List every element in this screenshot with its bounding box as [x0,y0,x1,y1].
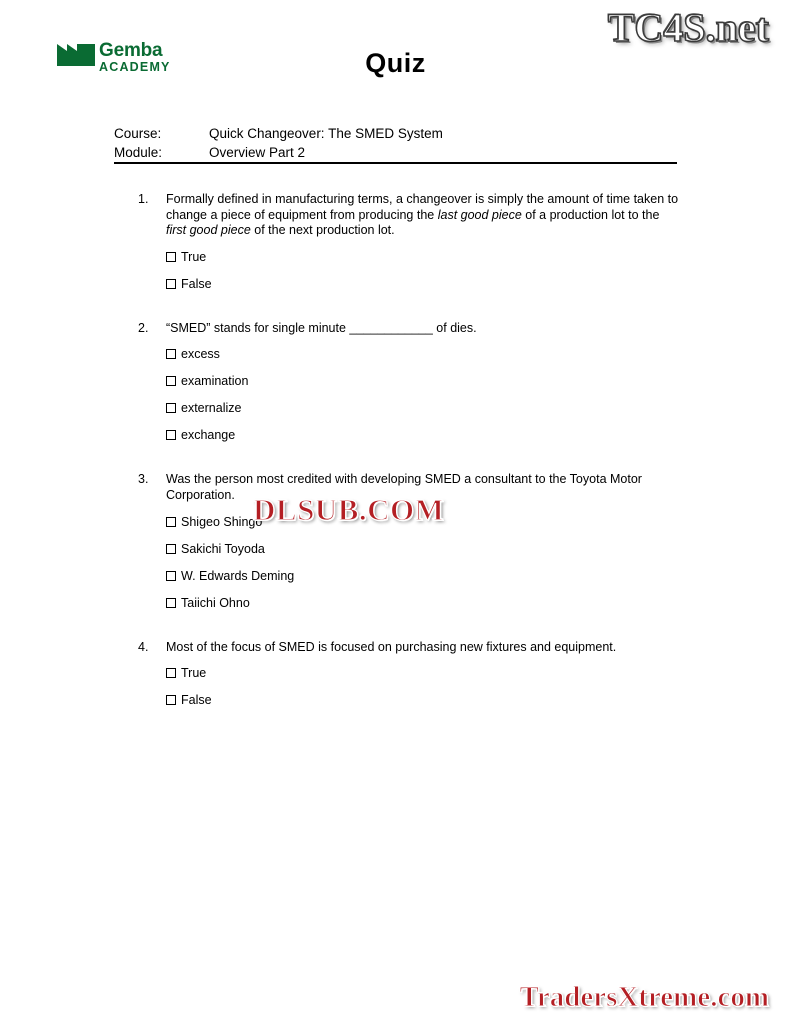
meta-row-module [114,143,677,162]
option-label: Shigeo Shingo [181,514,263,529]
question-emphasis1: last good piece [437,207,522,222]
question-number: 2. [138,320,149,335]
option-label: Taiichi Ohno [181,595,250,610]
option-label: True [181,249,207,264]
module-label: Module: [114,145,163,160]
header-divider [114,162,677,164]
question-text-part3: of the next production lot. [250,223,395,238]
option-label: False [181,693,212,708]
option-label: True [181,666,207,681]
option-row[interactable] [166,542,791,556]
question-list [0,192,791,737]
watermark-center: DLSUB.COM [253,492,445,527]
checkbox-icon[interactable] [166,668,176,678]
logo-text-gemba: Gemba [99,40,163,61]
option-label: False [181,276,212,291]
question-text [166,640,616,656]
question-number: 1. [138,192,149,206]
checkbox-icon[interactable] [166,517,176,527]
question-text-part2: of a production lot to the [521,207,660,222]
option-label: externalize [181,401,242,416]
question-text-part1: Most of the focus of SMED is focused on purchasing new fixtures and equipment. [166,639,617,654]
option-label: exchange [181,428,236,443]
option-row[interactable] [166,596,791,610]
option-row[interactable] [166,250,791,264]
question-header [0,192,791,239]
question-item [0,192,791,291]
question-number: 4. [138,639,149,654]
course-meta [114,124,677,162]
option-row[interactable] [166,347,791,361]
page-title: Quiz [365,48,426,78]
course-label: Course: [114,126,162,141]
checkbox-icon[interactable] [166,571,176,581]
question-item [0,640,791,708]
option-row[interactable] [166,693,791,707]
option-row[interactable] [166,374,791,388]
question-header [0,321,791,337]
checkbox-icon[interactable] [166,376,176,386]
course-value: Quick Changeover: The SMED System [209,126,443,141]
checkbox-icon[interactable] [166,349,176,359]
option-label: excess [181,347,220,362]
question-header [0,640,791,656]
option-label: Sakichi Toyoda [181,541,265,556]
option-label: examination [181,374,249,389]
checkbox-icon[interactable] [166,544,176,554]
option-list [0,666,791,707]
watermark-bottom-right: TradersXtreme.com [519,981,769,1013]
option-row[interactable] [166,569,791,583]
module-value: Overview Part 2 [209,145,306,160]
option-list [0,515,791,610]
checkbox-icon[interactable] [166,695,176,705]
option-row[interactable] [166,428,791,442]
logo-text-academy: ACADEMY [99,60,171,74]
checkbox-icon[interactable] [166,252,176,262]
option-row[interactable] [166,277,791,291]
checkbox-icon[interactable] [166,430,176,440]
checkbox-icon[interactable] [166,598,176,608]
question-text-part1: Was the person most credited with developing SMED a consultant to the Toyota Motor Corporation. [166,472,642,502]
question-emphasis2: first good piece [166,223,251,238]
meta-row-course [114,124,677,143]
question-text [166,321,477,337]
checkbox-icon[interactable] [166,279,176,289]
question-text-part1: “SMED” stands for single minute ____________ of dies. [166,320,477,335]
option-list [0,250,791,291]
question-text [166,192,679,239]
checkbox-icon[interactable] [166,403,176,413]
question-item [0,321,791,443]
option-list [0,347,791,442]
option-row[interactable] [166,666,791,680]
question-text-part1: Formally defined in manufacturing terms, a changeover is simply the amount of time taken to change a piece of equipment from producing the [166,192,679,222]
option-row[interactable] [166,401,791,415]
option-label: W. Edwards Deming [181,568,295,583]
watermark-top-right: TC4S.net [607,5,769,50]
question-number: 3. [138,472,149,487]
